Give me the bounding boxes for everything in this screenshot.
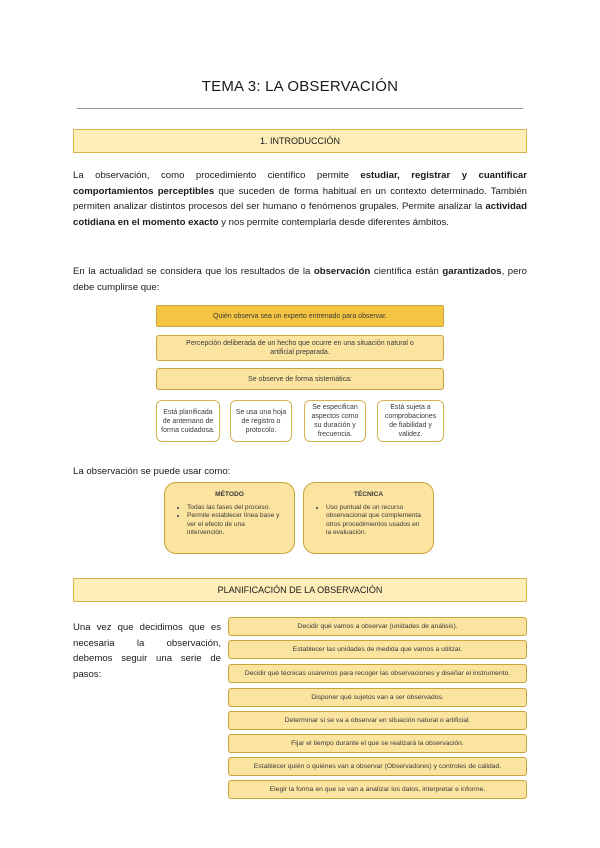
sub-box-text: Está sujeta a comprobaciones de fiabilidad y validez.: [384, 404, 437, 438]
sub-box-text: Está planificada de antemano de forma cuidadosa.: [161, 408, 215, 434]
planning-step: [228, 780, 527, 799]
text-run: La observación se puede usar como:: [73, 466, 231, 477]
planning-step: [228, 688, 527, 707]
uses-intro: [73, 464, 527, 480]
systematic-sub-box: [230, 400, 292, 442]
bold-run: estudiar, registrar y cuantificar comportamientos perceptibles: [73, 170, 527, 197]
condition-box-expert: [156, 305, 444, 327]
step-text: Decidir qué técnicas usaremos para recoger las observaciones y diseñar el instrumento.: [244, 670, 511, 677]
step-text: Fijar el tiempo durante el que se realizará la observación.: [291, 740, 464, 747]
bold-run: garantizados: [442, 266, 502, 277]
card-metodo: [164, 482, 295, 554]
condition-box-systematic: [156, 368, 444, 390]
text-run: que suceden de forma habitual en un contexto determinado. También permiten analizar distintos procesos del ser humano o fenómenos grupales. Permite analizar la: [73, 185, 527, 212]
condition-text: Quién observa sea un experto entrenado para observar.: [213, 312, 387, 320]
card-title: TÉCNICA: [353, 491, 384, 498]
planning-step: [228, 640, 527, 659]
step-text: Disponer qué sujetos van a ser observados.: [311, 694, 444, 701]
systematic-sub-box: [304, 400, 366, 442]
systematic-sub-box: [377, 400, 444, 442]
page-title: TEMA 3: LA OBSERVACIÓN: [201, 78, 399, 95]
list-item: • Todas las fases del proceso.: [187, 504, 284, 513]
sub-box-text: Se usa una hoja de registro o protocolo.: [235, 408, 287, 434]
condition-text: Se observe de forma sistemática:: [248, 375, 352, 383]
section-heading-label: PLANIFICACIÓN DE LA OBSERVACIÓN: [217, 585, 383, 595]
title-divider: [77, 108, 523, 109]
step-text: Establecer quién o quiénes van a observar (Observadores) y controles de calidad.: [253, 763, 502, 770]
section-heading-planificacion: [73, 578, 527, 602]
text-run: En la actualidad se considera que los resultados de la: [73, 266, 314, 277]
bold-run: actividad cotidiana en el momento exacto: [73, 201, 527, 228]
card-list: [314, 504, 423, 538]
list-item: • Permite establecer línea base y ver el efecto de una intervención.: [187, 512, 284, 538]
planning-intro: [73, 620, 221, 682]
bold-run: observación: [313, 266, 371, 277]
step-text: Establecer las unidades de medida que vamos a utilizar.: [292, 646, 463, 653]
intro-paragraph-2: [73, 264, 527, 295]
text-run: La observación, como procedimiento científico permite: [73, 170, 361, 181]
planning-step: [228, 711, 527, 730]
planning-step: [228, 734, 527, 753]
planning-step: [228, 664, 527, 683]
step-text: Determinar si se va a observar en situación natural o artificial.: [284, 717, 471, 724]
text-run: Una vez que decidimos que es necesaria la observación, debemos seguir una serie de pasos:: [73, 622, 221, 680]
condition-box-perception: [156, 335, 444, 361]
step-text: Elegir la forma en que se van a analizar los datos, interpretar e informe.: [269, 786, 486, 793]
sub-box-text: Se especifican aspectos como su duración y frecuencia.: [311, 404, 359, 438]
text-run: , pero debe cumplirse que:: [73, 266, 527, 293]
step-text: Decidir qué vamos a observar (unidades de análisis).: [297, 623, 458, 630]
card-title: MÉTODO: [215, 491, 244, 498]
list-item: • Uso puntual de un recurso observacional que complementa otros procedimientos usados en la evaluación.: [326, 504, 423, 538]
planning-step: [228, 617, 527, 636]
section-heading-introduccion: [73, 129, 527, 153]
card-list: [175, 504, 284, 538]
card-tecnica: [303, 482, 434, 554]
section-heading-label: 1. INTRODUCCIÓN: [259, 136, 340, 146]
condition-text: Percepción deliberada de un hecho que ocurre en una situación natural o artificial preparada.: [186, 340, 414, 356]
text-run: y nos permite contemplarla desde diferentes ámbitos.: [218, 216, 449, 228]
intro-paragraph-1: [73, 168, 527, 230]
text-run: científica están: [370, 266, 443, 277]
planning-step: [228, 757, 527, 776]
systematic-sub-box: [156, 400, 220, 442]
